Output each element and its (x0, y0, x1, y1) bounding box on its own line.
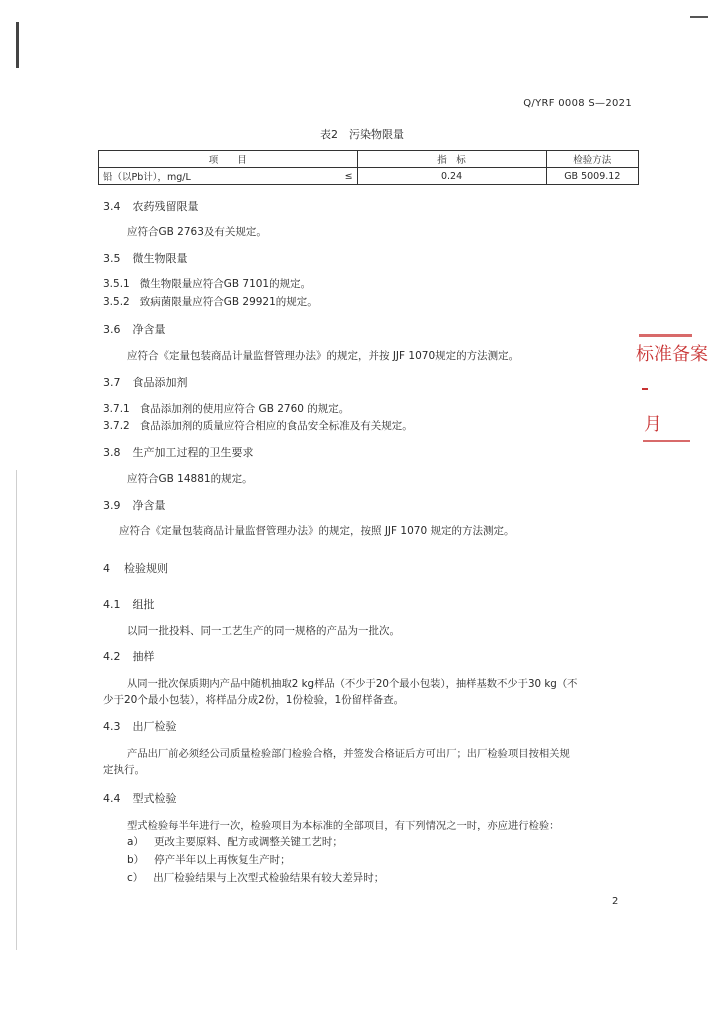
table-cell-symbol: ≤ (335, 168, 358, 185)
clause-text: 微生物限量应符合GB 7101的规定。 (139, 278, 312, 290)
section-heading (103, 444, 254, 460)
section-heading (103, 560, 168, 576)
clause-text: 食品添加剂的质量应符合相应的食品安全标准及有关规定。 (139, 420, 413, 432)
table-cell-value: 0.24 (357, 168, 546, 185)
section-heading (103, 374, 188, 390)
list-marker: c） (127, 872, 144, 884)
paragraph: 型式检验每半年进行一次，检验项目为本标准的全部项目，有下列情况之一时，亦应进行检验： (127, 820, 560, 832)
clause-number: 3.7.1 (103, 403, 130, 415)
table-cell-item: 铅（以Pb计），mg/L (99, 168, 335, 185)
numbered-clause (103, 401, 349, 416)
paragraph: 少于20个最小包装），将样品分成2份，1份检验，1份留样备查。 (103, 694, 405, 706)
stamp-border (643, 440, 690, 442)
section-heading (103, 596, 155, 612)
list-marker: b） (127, 854, 145, 866)
section-heading (103, 718, 177, 734)
standard-code: Q/YRF 0008 S—2021 (523, 98, 632, 109)
section-heading (103, 648, 155, 664)
registration-stamp-text: 标准备案 (636, 344, 708, 365)
scan-edge-mark (690, 16, 708, 18)
stamp-mark (642, 388, 648, 390)
section-title: 净含量 (132, 499, 166, 512)
section-number: 3.9 (103, 499, 121, 512)
clause-text: 致病菌限量应符合GB 29921的规定。 (139, 296, 318, 308)
section-heading (103, 250, 188, 266)
section-title: 食品添加剂 (132, 376, 188, 389)
section-number: 4.1 (103, 598, 121, 611)
clause-number: 3.5.2 (103, 296, 130, 308)
list-item (127, 870, 384, 885)
table-header-method: 检验方法 (546, 151, 638, 168)
list-text: 出厂检验结果与上次型式检验结果有较大差异时； (153, 872, 385, 884)
table-cell-method: GB 5009.12 (546, 168, 638, 185)
paragraph: 产品出厂前必须经公司质量检验部门检验合格，并签发合格证后方可出厂；出厂检验项目按相关规 (127, 748, 570, 760)
section-heading (103, 790, 177, 806)
section-heading (103, 198, 199, 214)
table-header-item: 项 目 (99, 151, 358, 168)
section-title: 检验规则 (124, 562, 168, 575)
scan-edge-mark (16, 470, 17, 950)
section-number: 4.4 (103, 792, 121, 805)
section-number: 3.4 (103, 200, 121, 213)
section-title: 生产加工过程的卫生要求 (132, 446, 254, 459)
clause-number: 3.7.2 (103, 420, 130, 432)
section-number: 3.5 (103, 252, 121, 265)
section-heading (103, 497, 166, 513)
table-title: 表2 污染物限量 (320, 128, 404, 141)
section-title: 出厂检验 (132, 720, 177, 733)
table-row (99, 168, 639, 185)
paragraph: 应符合《定量包装商品计量监督管理办法》的规定，按照 JJF 1070 规定的方法测定。 (119, 525, 515, 537)
clause-text: 食品添加剂的使用应符合 GB 2760 的规定。 (139, 403, 350, 415)
section-title: 抽样 (132, 650, 155, 663)
paragraph: 定执行。 (103, 764, 145, 776)
clause-number: 3.5.1 (103, 278, 130, 290)
pollutant-table (98, 150, 639, 185)
table-header-row (99, 151, 639, 168)
section-title: 组批 (132, 598, 155, 611)
section-title: 微生物限量 (132, 252, 188, 265)
section-title: 型式检验 (132, 792, 177, 805)
paragraph: 从同一批次保质期内产品中随机抽取2 kg样品（不少于20个最小包装），抽样基数不少于30 kg（不 (127, 678, 578, 690)
section-number: 4.2 (103, 650, 121, 663)
section-number: 3.8 (103, 446, 121, 459)
table-header-index: 指 标 (357, 151, 546, 168)
section-title: 净含量 (132, 323, 166, 336)
paragraph: 以同一批投料、同一工艺生产的同一规格的产品为一批次。 (127, 625, 400, 637)
list-text: 更改主要原料、配方或调整关键工艺时； (153, 836, 343, 848)
section-number: 4.3 (103, 720, 121, 733)
paragraph: 应符合GB 14881的规定。 (127, 473, 253, 485)
list-item (127, 834, 343, 849)
numbered-clause (103, 276, 311, 291)
paragraph: 应符合GB 2763及有关规定。 (127, 226, 267, 238)
scan-edge-mark (16, 22, 19, 68)
list-text: 停产半年以上再恢复生产时； (154, 854, 291, 866)
paragraph: 应符合《定量包装商品计量监督管理办法》的规定，并按 JJF 1070规定的方法测定。 (127, 350, 520, 362)
section-title: 农药残留限量 (132, 200, 199, 213)
list-item (127, 852, 291, 867)
page-number: 2 (612, 896, 619, 907)
stamp-border (639, 334, 692, 337)
registration-stamp-month: 月 (644, 414, 662, 435)
numbered-clause (103, 418, 413, 433)
section-heading (103, 321, 166, 337)
section-number: 4 (103, 562, 110, 575)
section-number: 3.7 (103, 376, 121, 389)
numbered-clause (103, 294, 318, 309)
section-number: 3.6 (103, 323, 121, 336)
list-marker: a） (127, 836, 144, 848)
